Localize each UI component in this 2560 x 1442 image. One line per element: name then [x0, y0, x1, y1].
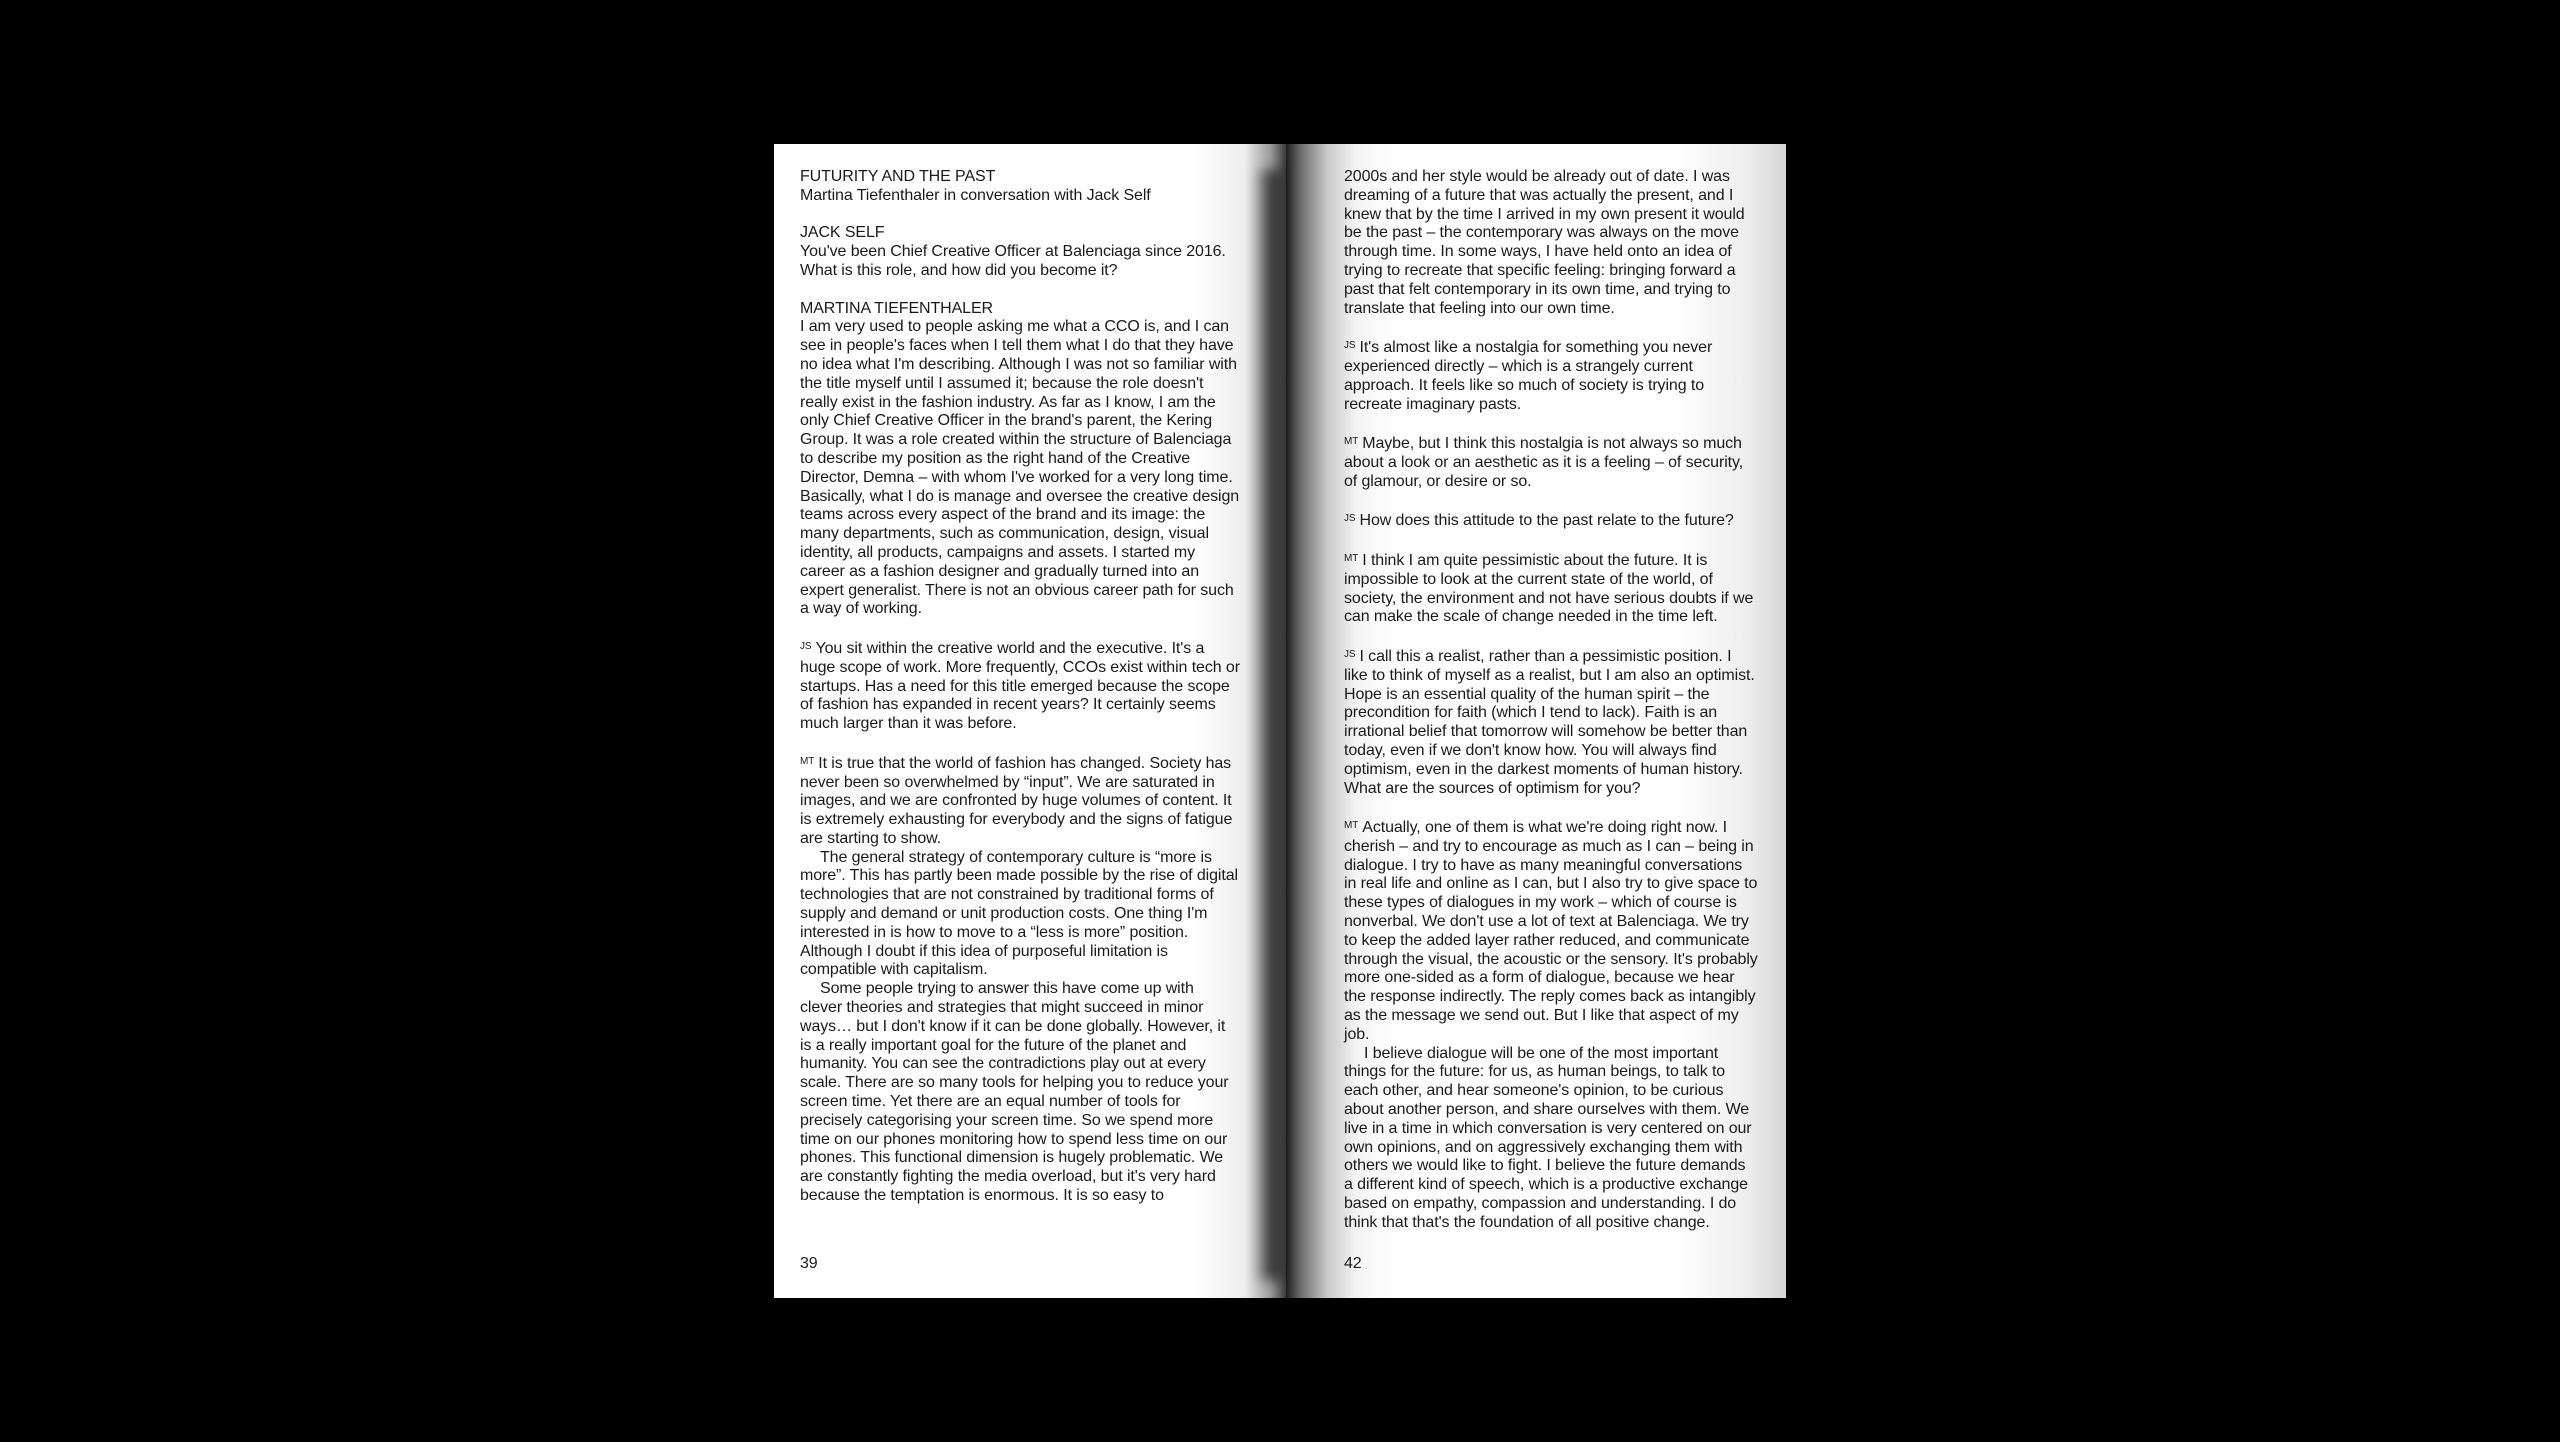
question-text: I call this a realist, rather than a pessimistic position. I like to think of myself as a realist, but I am also an optimist. Hope is an essential quality of the human spirit – the precondition for faith (which I tend to lack). Faith is an irrational belief that tomorrow will somehow be better than today, even if we don't know how. You will always find optimism, even in the darkest moments of human history. What are the sources of optimism for you? [1344, 647, 1755, 797]
question-paragraph [1344, 646, 1758, 798]
answer-paragraph [800, 753, 1240, 849]
answer-text: Actually, one of them is what we're doing right now. I cherish – and try to encourage as much as I can – being in dialogue. I try to have as many meaningful conversations in real life and online as I can, but I also try to give space to these types of dialogues in my work – which of course is nonverbal. We don't use a lot of text at Balenciaga. We try to keep the added layer rather reduced, and communicate through the visual, the acoustic or the sensory. It's probably more one-sided as a form of dialogue, because we hear the response indirectly. The reply comes back as intangibly as the message we send out. But I like that aspect of my job. [1344, 819, 1758, 1043]
left-page [774, 144, 1286, 1298]
question-paragraph [1344, 337, 1758, 414]
speaker-tag: JS [1344, 340, 1356, 352]
speaker-tag: JS [1344, 513, 1356, 525]
article-subtitle: Martina Tiefenthaler in conversation with Jack Self [800, 186, 1151, 204]
answer-paragraph [1344, 433, 1758, 491]
answer-paragraph: I am very used to people asking me what a CCO is, and I can see in people's faces when I tell them what I do that they have no idea what I'm describing. Although I was not so familiar with the title myself until I assumed it; because the role doesn't really exist in the fashion industry. As far as I know, I am the only Chief Creative Officer in the brand's parent, the Kering Group. It was a role created within the structure of Balenciaga to describe my position as the right hand of the Creative Director, Demna – with whom I've worked for a very long time. Basically, what I do is manage and oversee the creative design teams across every aspect of the brand and its image: the many departments, such as communication, design, visual identity, all products, campaigns and assets. I started my career as a fashion designer and gradually turned into an expert generalist. There is not an obvious career path for such a way of working. [800, 318, 1240, 618]
speaker-tag: JS [1344, 648, 1356, 660]
right-page-text [1344, 168, 1758, 1233]
answer-paragraph: 2000s and her style would be already out of date. I was dreaming of a future that was actually the present, and I knew that by the time I arrived in my own present it would be the past – the contemporary was always on the move through time. In some ways, I have held onto an idea of trying to recreate that specific feeling: bringing forward a past that felt contemporary in its own time, and trying to translate that feeling into our own time. [1344, 168, 1745, 317]
question-text: It's almost like a nostalgia for something you never experienced directly – which is a strangely current approach. It feels like so much of society is trying to recreate imaginary pasts. [1344, 339, 1713, 413]
speaker-tag: MT [800, 755, 815, 767]
answer-paragraph [1344, 817, 1758, 1045]
right-page [1286, 144, 1786, 1298]
answer-text: I think I am quite pessimistic about the future. It is impossible to look at the current state of the world, of society, the environment and not have serious doubts if we can make the scale of change needed in the time left. [1344, 551, 1754, 626]
speaker-name: JACK SELF [800, 224, 885, 242]
page-number: 42 [1344, 1255, 1362, 1272]
question-text: You sit within the creative world and the executive. It's a huge scope of work. More frequently, CCOs exist within tech or startups. Has a need for this title emerged because the scope of fashion has expanded in recent years? It certainly seems much larger than it was before. [800, 639, 1240, 733]
question-text: How does this attitude to the past relate to the future? [1359, 512, 1734, 530]
speaker-tag: MT [1344, 552, 1359, 564]
answer-paragraph [1344, 550, 1758, 627]
question-paragraph [1344, 510, 1758, 531]
question-paragraph: You've been Chief Creative Officer at Balenciaga since 2016. What is this role, and how did you become it? [800, 243, 1226, 279]
answer-paragraph: Some people trying to answer this have come up with clever theories and strategies that might succeed in minor ways… but I don't know if it can be done globally. However, it is a really important goal for the future of the planet and humanity. You can see the contradictions play out at every scale. There are so many tools for helping you to reduce your screen time. Yet there are an equal number of tools for precisely categorising your screen time. So we spend more time on our phones monitoring how to spend less time on our phones. This functional dimension is hugely problematic. We are constantly fighting the media overload, but it's very hard because the temptation is enormous. It is so easy to [800, 980, 1229, 1205]
speaker-tag: JS [800, 640, 812, 652]
gutter-shadow [1254, 170, 1280, 1280]
answer-paragraph: I believe dialogue will be one of the most important things for the future: for us, as human beings, to talk to each other, and hear someone's opinion, to be curious about another person, and share ourselves with them. We live in a time in which conversation is very centered on our own opinions, and on aggressively exchanging them with others we would like to fight. I believe the future demands a different kind of speech, which is a productive exchange based on empathy, compassion and understanding. I do think that that's the foundation of all positive change. [1344, 1044, 1752, 1231]
answer-paragraph: The general strategy of contemporary culture is “more is more”. This has partly been made possible by the rise of digital technologies that are not constrained by traditional forms of supply and demand or unit production costs. One thing I'm interested in is how to move to a “less is more” position. Although I doubt if this idea of purposeful limitation is compatible with capitalism. [800, 848, 1238, 979]
article-title: FUTURITY AND THE PAST [800, 168, 996, 185]
question-paragraph [800, 638, 1240, 734]
speaker-tag: MT [1344, 436, 1359, 448]
speaker-tag: MT [1344, 820, 1359, 832]
page-number: 39 [800, 1255, 818, 1272]
answer-text: Maybe, but I think this nostalgia is not always so much about a look or an aesthetic as it is a feeling – of security, of glamour, or desire or so. [1344, 435, 1744, 490]
left-page-text [800, 168, 1240, 1206]
answer-text: It is true that the world of fashion has changed. Society has never been so overwhelmed by “input”. We are saturated in images, and we are confronted by huge volumes of content. It is extremely exhausting for everybody and the signs of fatigue are starting to show. [800, 754, 1233, 847]
speaker-name: MARTINA TIEFENTHALER [800, 299, 994, 317]
